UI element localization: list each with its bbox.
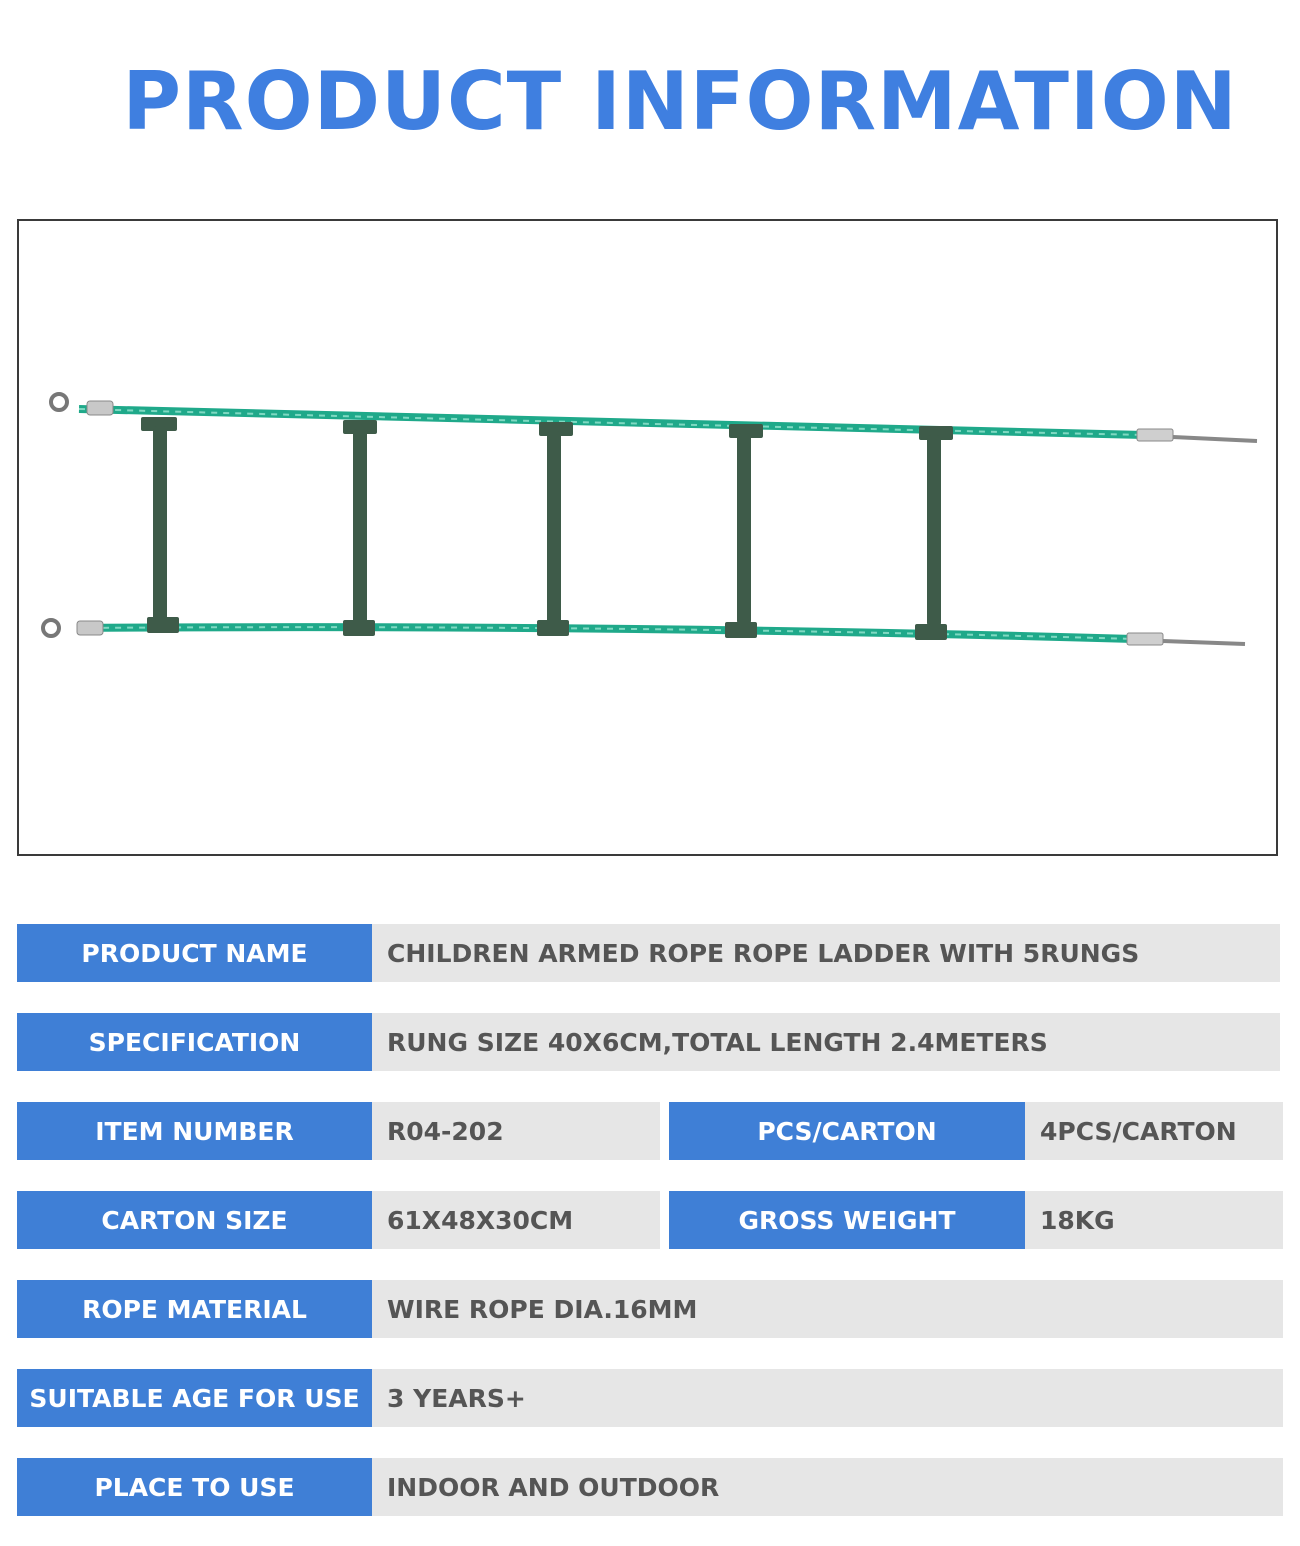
page-title: PRODUCT INFORMATION <box>122 55 1238 148</box>
rope-material-value: WIRE ROPE DIA.16MM <box>372 1280 1283 1338</box>
rope-material-label: ROPE MATERIAL <box>17 1280 372 1338</box>
place-to-use-value: INDOOR AND OUTDOOR <box>372 1458 1283 1516</box>
spec-row-suitable-age <box>17 1369 1283 1427</box>
rope-ladder-image <box>19 221 1276 854</box>
spec-row-carton-size <box>17 1191 1283 1249</box>
product-photo <box>17 219 1278 856</box>
gross-weight-label: GROSS WEIGHT <box>669 1191 1025 1249</box>
pcs-carton-label: PCS/CARTON <box>669 1102 1025 1160</box>
spec-row-product-name <box>17 924 1280 982</box>
spec-row-rope-material <box>17 1280 1283 1338</box>
specification-label: SPECIFICATION <box>17 1013 372 1071</box>
item-number-label: ITEM NUMBER <box>17 1102 372 1160</box>
carton-size-value: 61X48X30CM <box>372 1191 660 1249</box>
suitable-age-value: 3 YEARS+ <box>372 1369 1283 1427</box>
place-to-use-label: PLACE TO USE <box>17 1458 372 1516</box>
pcs-carton-value: 4PCS/CARTON <box>1025 1102 1283 1160</box>
gross-weight-value: 18KG <box>1025 1191 1283 1249</box>
product-name-label: PRODUCT NAME <box>17 924 372 982</box>
carton-size-label: CARTON SIZE <box>17 1191 372 1249</box>
spec-row-place-to-use <box>17 1458 1283 1516</box>
spec-row-item-number <box>17 1102 1283 1160</box>
item-number-value: R04-202 <box>372 1102 660 1160</box>
spec-row-specification <box>17 1013 1280 1071</box>
product-name-value: CHILDREN ARMED ROPE ROPE LADDER WITH 5RUNGS <box>372 924 1280 982</box>
specification-value: RUNG SIZE 40X6CM,TOTAL LENGTH 2.4METERS <box>372 1013 1280 1071</box>
suitable-age-label: SUITABLE AGE FOR USE <box>17 1369 372 1427</box>
